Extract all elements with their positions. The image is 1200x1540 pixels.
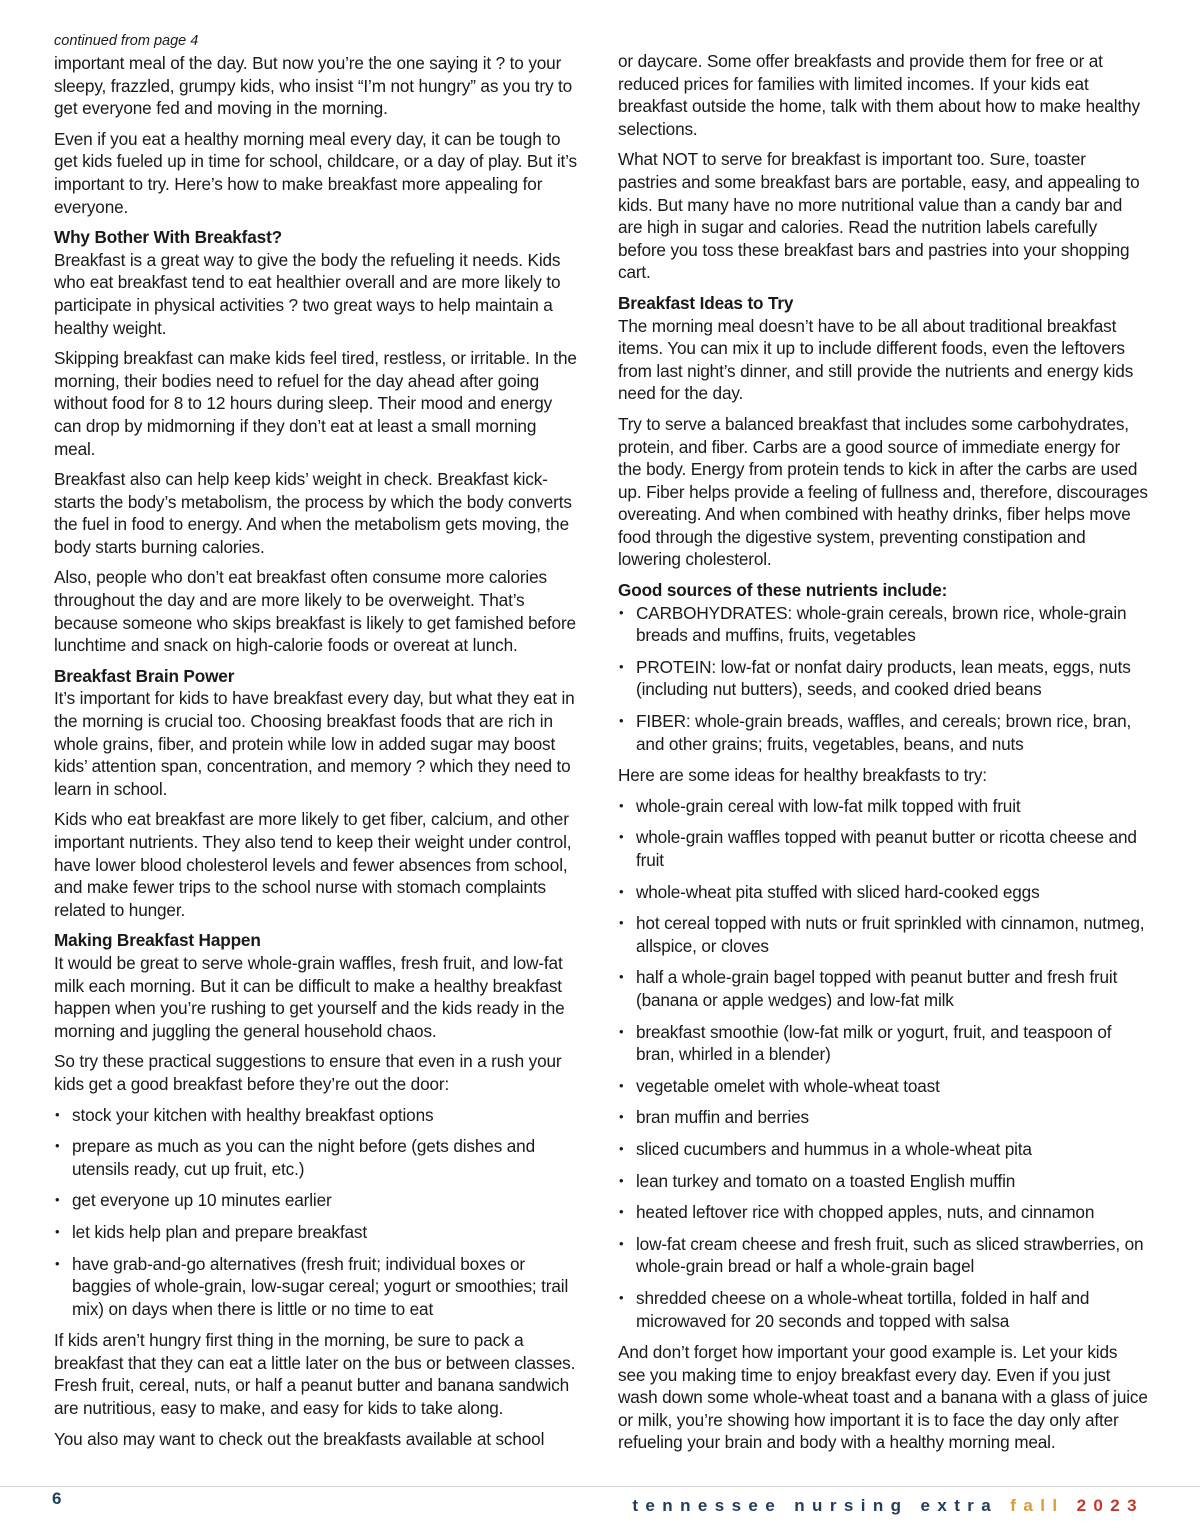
- tips-list: [54, 1104, 582, 1321]
- list-item: • prepare as much as you can the night before (gets dishes and utensils ready, cut up fruit, etc.): [54, 1135, 582, 1180]
- paragraph: important meal of the day. But now you’re the one saying it ? to your sleepy, frazzled, grumpy kids, who insist “I’m not hungry” as you try to get everyone fed and moving in the morning.: [54, 53, 573, 119]
- paragraph: What NOT to serve for breakfast is important too. Sure, toaster pastries and some breakfast bars are portable, easy, and appealing to kids. But many have no more nutritional value than a candy bar and are high in sugar and calories. Read the nutrition labels carefully before you toss these breakfast bars and pastries into your shopping cart.: [618, 149, 1140, 283]
- list-item: • breakfast smoothie (low-fat milk or yogurt, fruit, and teaspoon of bran, whirled in a blender): [618, 1021, 1148, 1066]
- breakfast-ideas-list: [618, 795, 1148, 1332]
- list-item: • PROTEIN: low-fat or nonfat dairy products, lean meats, eggs, nuts (including nut butters), seeds, and cooked dried beans: [618, 656, 1148, 701]
- list-item: • stock your kitchen with healthy breakfast options: [54, 1104, 582, 1127]
- list-item: • whole-grain waffles topped with peanut butter or ricotta cheese and fruit: [618, 826, 1148, 871]
- section-heading-making-breakfast: Making Breakfast Happen: [54, 930, 261, 951]
- paragraph: Breakfast is a great way to give the body the refueling it needs. Kids who eat breakfast tend to eat healthier overall and are more likely to participate in physical activities ? two great ways to help maintain a healthy weight.: [54, 249, 561, 338]
- list-item: • half a whole-grain bagel topped with peanut butter and fresh fruit (banana or apple wedges) and low-fat milk: [618, 966, 1148, 1011]
- paragraph: If kids aren’t hungry first thing in the morning, be sure to pack a breakfast that they can eat a little later on the bus or between classes. Fresh fruit, cereal, nuts, or half a peanut butter and banana sandwich are nutritious, easy to make, and easy for kids to take along.: [54, 1330, 576, 1419]
- section-heading-breakfast-ideas: Breakfast Ideas to Try: [618, 292, 794, 313]
- list-item: • shredded cheese on a whole-wheat tortilla, folded in half and microwaved for 20 seconds and topped with salsa: [618, 1287, 1148, 1332]
- list-item: • CARBOHYDRATES: whole-grain cereals, brown rice, whole-grain breads and muffins, fruits, vegetables: [618, 602, 1148, 647]
- paragraph: So try these practical suggestions to ensure that even in a rush your kids get a good breakfast before they’re out the door:: [54, 1051, 562, 1094]
- list-item: • let kids help plan and prepare breakfast: [54, 1221, 582, 1244]
- section-heading-good-sources: Good sources of these nutrients include:: [618, 580, 948, 601]
- list-item: • hot cereal topped with nuts or fruit sprinkled with cinnamon, nutmeg, allspice, or cloves: [618, 912, 1148, 957]
- page-number: 6: [52, 1489, 62, 1508]
- paragraph: Breakfast also can help keep kids’ weight in check. Breakfast kick-starts the body’s metabolism, the process by which the body converts the fuel in food to energy. And when the metabolism gets moving, the body starts burning calories.: [54, 469, 572, 557]
- list-item: • heated leftover rice with chopped apples, nuts, and cinnamon: [618, 1201, 1148, 1224]
- continued-note: continued from page 4: [54, 33, 199, 49]
- paragraph: Skipping breakfast can make kids feel tired, restless, or irritable. In the morning, their bodies need to refuel for the day ahead after going without food for 8 to 12 hours during sleep. Their mood and energy can drop by midmorning if they don’t eat at least a small morning meal.: [54, 348, 577, 459]
- list-item: • low-fat cream cheese and fresh fruit, such as sliced strawberries, on whole-grain bread or half a whole-grain bagel: [618, 1233, 1148, 1278]
- list-item: • get everyone up 10 minutes earlier: [54, 1189, 582, 1212]
- list-item: • vegetable omelet with whole-wheat toast: [618, 1075, 1148, 1098]
- section-heading-brain-power: Breakfast Brain Power: [54, 665, 235, 686]
- magazine-title: tennessee nursing extra: [632, 1496, 999, 1515]
- paragraph: You also may want to check out the breakfasts available at school: [54, 1428, 545, 1449]
- nutrient-sources-list: [618, 602, 1148, 756]
- list-item: • whole-wheat pita stuffed with sliced hard-cooked eggs: [618, 881, 1148, 904]
- list-item: • bran muffin and berries: [618, 1106, 1148, 1129]
- paragraph: Also, people who don’t eat breakfast often consume more calories throughout the day and are more likely to be overweight. That’s because someone who skips breakfast is likely to get famished before lunchtime and snack on high-calorie foods or overeat at lunch.: [54, 567, 576, 656]
- paragraph: The morning meal doesn’t have to be all about traditional breakfast items. You can mix it up to include different foods, even the leftovers from last night’s dinner, and still provide the nutrients and energy kids need for the day.: [618, 315, 1134, 404]
- paragraph: Try to serve a balanced breakfast that includes some carbohydrates, protein, and fiber. Carbs are a good source of immediate energy for the body. Energy from protein tends to kick in after the carbs are used up. Fiber helps provide a feeling of fullness and, therefore, discourages overeating. And when combined with heathy drinks, fiber helps move food through the digestive system, preventing constipation and lowering cholesterol.: [618, 413, 1148, 570]
- paragraph: It’s important for kids to have breakfast every day, but what they eat in the morning is crucial too. Choosing breakfast foods that are rich in whole grains, fiber, and protein while low in added sugar may boost kids’ attention span, concentration, and memory ? which they need to learn in school.: [54, 688, 575, 799]
- paragraph: And don’t forget how important your good example is. Let your kids see you making time to enjoy breakfast every day. Even if you just wash down some whole-wheat toast and a banana with a glass of juice or milk, you’re showing how important it is to face the day only after refueling your brain and body with a healthy morning meal.: [618, 1342, 1148, 1453]
- paragraph: Here are some ideas for healthy breakfasts to try:: [618, 765, 987, 786]
- paragraph: Kids who eat breakfast are more likely to get fiber, calcium, and other important nutrients. They also tend to keep their weight under control, have lower blood cholesterol levels and fewer absences from school, and make fewer trips to the school nurse with stomach complaints related to hunger.: [54, 809, 572, 920]
- list-item: • whole-grain cereal with low-fat milk topped with fruit: [618, 795, 1148, 818]
- issue-year: 2023: [1076, 1496, 1144, 1515]
- section-heading-why-bother: Why Bother With Breakfast?: [54, 227, 282, 248]
- paragraph: It would be great to serve whole-grain waffles, fresh fruit, and low-fat milk each morning. But it can be difficult to make a healthy breakfast happen when you’re rushing to get yourself and the kids ready in the morning and juggling the general household chaos.: [54, 952, 565, 1041]
- magazine-footer: [632, 1496, 1144, 1516]
- list-item: • FIBER: whole-grain breads, waffles, and cereals; brown rice, bran, and other grains; fruits, vegetables, beans, and nuts: [618, 710, 1148, 755]
- paragraph: or daycare. Some offer breakfasts and provide them for free or at reduced prices for families with limited incomes. If your kids eat breakfast outside the home, talk with them about how to make healthy selections.: [618, 51, 1140, 139]
- left-column: [54, 32, 582, 1450]
- list-item: • lean turkey and tomato on a toasted English muffin: [618, 1170, 1148, 1193]
- list-item: • sliced cucumbers and hummus in a whole-wheat pita: [618, 1138, 1148, 1161]
- right-column: [618, 50, 1148, 1454]
- list-item: • have grab-and-go alternatives (fresh fruit; individual boxes or baggies of whole-grain, low-sugar cereal; yogurt or smoothies; trail mix) on days when there is little or no time to eat: [54, 1253, 582, 1321]
- paragraph: Even if you eat a healthy morning meal every day, it can be tough to get kids fueled up in time for school, childcare, or a day of play. But it’s important to try. Here’s how to make breakfast more appealing for everyone.: [54, 128, 577, 217]
- issue-season: fall: [1010, 1496, 1065, 1515]
- footer-divider: [0, 1486, 1200, 1487]
